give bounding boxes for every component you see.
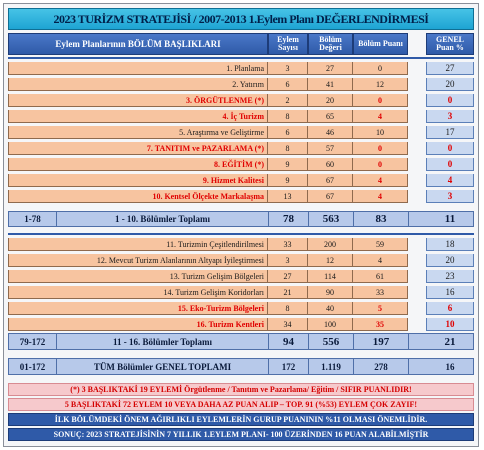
row-section-value: 114 <box>308 270 353 283</box>
row-section-name: 14. Turizm Gelişim Koridorları <box>8 286 268 299</box>
subtotal-1-score: 83 <box>354 212 409 226</box>
row-action-count: 8 <box>268 302 308 315</box>
row-general-percent: 17 <box>426 126 474 139</box>
row-general-percent: 20 <box>426 78 474 91</box>
row-section-value: 41 <box>308 78 353 91</box>
row-section-value: 60 <box>308 158 353 171</box>
row-section-value: 90 <box>308 286 353 299</box>
row-action-count: 2 <box>268 94 308 107</box>
row-action-count: 21 <box>268 286 308 299</box>
row-action-count: 8 <box>268 110 308 123</box>
row-section-name: 15. Eko-Turizm Bölgeleri <box>8 302 268 315</box>
table-row <box>8 302 474 315</box>
subtotal-2-count: 94 <box>269 334 309 349</box>
table-row <box>8 270 474 283</box>
table-row <box>8 126 474 139</box>
subtotal-2-label: 11 - 16. Bölümler Toplamı <box>57 334 269 349</box>
grand-total-bar <box>8 358 474 375</box>
grand-total-count: 172 <box>269 359 309 374</box>
group-2-separator <box>8 233 474 235</box>
row-section-name: 10. Kentsel Ölçekte Markalaşma <box>8 190 268 203</box>
row-section-score: 33 <box>353 286 408 299</box>
row-section-value: 67 <box>308 190 353 203</box>
row-general-percent: 4 <box>426 174 474 187</box>
row-general-percent: 6 <box>426 302 474 315</box>
row-section-score: 4 <box>353 190 408 203</box>
subtotal-2-value: 556 <box>309 334 354 349</box>
subtotal-2-general: 21 <box>444 335 456 348</box>
row-section-score: 0 <box>353 158 408 171</box>
row-section-score: 35 <box>353 318 408 331</box>
subtotal-2-bar <box>8 333 474 350</box>
row-section-name: 4. İç Turizm <box>8 110 268 123</box>
row-general-percent: 23 <box>426 270 474 283</box>
grand-total-value: 1.119 <box>309 359 354 374</box>
row-general-percent: 3 <box>426 110 474 123</box>
grand-total-general: 16 <box>445 361 455 372</box>
note-zero-score: (*) 3 BAŞLIKTAKİ 19 EYLEMİ Örgütlenme / Tanıtım ve Pazarlama/ Eğitim / SIFIR PUANLIDIR! <box>8 383 474 396</box>
note-conclusion: SONUÇ: 2023 STRATEJİSİNİN 7 YILLIK 1.EYLEM PLANI- 100 ÜZERİNDEN 16 PUAN ALABİLMİŞTİR <box>8 428 474 441</box>
row-section-name: 9. Hizmet Kalitesi <box>8 174 268 187</box>
row-section-name: 11. Turizmin Çeşitlendirilmesi <box>8 238 268 251</box>
row-section-score: 4 <box>353 254 408 267</box>
row-section-score: 4 <box>353 174 408 187</box>
subtotal-1-bar <box>8 211 474 227</box>
table-row <box>8 174 474 187</box>
row-section-name: 1. Planlama <box>8 62 268 75</box>
row-section-name: 13. Turizm Gelişim Bölgeleri <box>8 270 268 283</box>
row-general-percent: 20 <box>426 254 474 267</box>
row-action-count: 13 <box>268 190 308 203</box>
table-row <box>8 94 474 107</box>
header-section-value: Bölüm Değeri <box>308 33 353 55</box>
row-section-score: 0 <box>353 142 408 155</box>
row-section-value: 57 <box>308 142 353 155</box>
row-section-value: 65 <box>308 110 353 123</box>
row-section-name: 5. Araştırma ve Geliştirme <box>8 126 268 139</box>
row-general-percent: 18 <box>426 238 474 251</box>
subtotal-1-value: 563 <box>309 212 354 226</box>
subtotal-1-range: 1-78 <box>9 212 57 226</box>
row-section-score: 10 <box>353 126 408 139</box>
row-section-score: 61 <box>353 270 408 283</box>
table-row <box>8 238 474 251</box>
subtotal-2-score: 197 <box>354 334 409 349</box>
table-row <box>8 78 474 91</box>
table-row <box>8 190 474 203</box>
row-section-score: 4 <box>353 110 408 123</box>
row-section-value: 67 <box>308 174 353 187</box>
table-row <box>8 142 474 155</box>
row-action-count: 9 <box>268 158 308 171</box>
note-weak-actions: 5 BAŞLIKTAKİ 72 EYLEM 10 VEYA DAHA AZ PUAN ALIP – TOP. 91 (%53) EYLEM ÇOK ZAYIF! <box>8 398 474 411</box>
row-section-value: 46 <box>308 126 353 139</box>
row-action-count: 6 <box>268 126 308 139</box>
row-section-score: 0 <box>353 62 408 75</box>
row-section-name: 2. Yatırım <box>8 78 268 91</box>
row-section-value: 40 <box>308 302 353 315</box>
table-row <box>8 110 474 123</box>
grand-total-label: TÜM Bölümler GENEL TOPLAMI <box>57 359 269 374</box>
row-section-value: 12 <box>308 254 353 267</box>
subtotal-1-label: 1 - 10. Bölümler Toplamı <box>57 212 269 226</box>
subtotal-1-general: 11 <box>444 213 456 225</box>
header-general-percent: GENEL Puan % <box>426 33 474 55</box>
row-section-score: 59 <box>353 238 408 251</box>
row-general-percent: 0 <box>426 94 474 107</box>
header-section-score: Bölüm Puanı <box>353 33 408 55</box>
table-row <box>8 286 474 299</box>
row-action-count: 8 <box>268 142 308 155</box>
row-general-percent: 3 <box>426 190 474 203</box>
grand-total-score: 278 <box>354 359 409 374</box>
table-row <box>8 158 474 171</box>
row-section-name: 12. Mevcut Turizm Alanlarının Altyapı İyileştirmesi <box>8 254 268 267</box>
table-title: 2023 TURİZM STRATEJİSİ / 2007-2013 1.Eylem Planı DEĞERLENDİRMESİ <box>8 8 474 30</box>
row-section-score: 5 <box>353 302 408 315</box>
evaluation-table <box>3 3 479 447</box>
table-row <box>8 62 474 75</box>
row-section-name: 8. EĞİTİM (*) <box>8 158 268 171</box>
header-separator <box>8 57 474 59</box>
row-section-name: 7. TANITIM ve PAZARLAMA (*) <box>8 142 268 155</box>
row-general-percent: 0 <box>426 158 474 171</box>
row-action-count: 33 <box>268 238 308 251</box>
row-section-name: 3. ÖRGÜTLENME (*) <box>8 94 268 107</box>
grand-total-range: 01-172 <box>9 359 57 374</box>
row-action-count: 3 <box>268 62 308 75</box>
row-action-count: 3 <box>268 254 308 267</box>
row-action-count: 6 <box>268 78 308 91</box>
table-row <box>8 318 474 331</box>
table-row <box>8 254 474 267</box>
row-section-value: 27 <box>308 62 353 75</box>
subtotal-1-count: 78 <box>269 212 309 226</box>
row-section-name: 16. Turizm Kentleri <box>8 318 268 331</box>
row-general-percent: 10 <box>426 318 474 331</box>
row-action-count: 27 <box>268 270 308 283</box>
row-action-count: 9 <box>268 174 308 187</box>
row-section-score: 12 <box>353 78 408 91</box>
header-section-names: Eylem Planlarının BÖLÜM BAŞLIKLARI <box>8 33 268 55</box>
row-section-score: 0 <box>353 94 408 107</box>
row-general-percent: 27 <box>426 62 474 75</box>
subtotal-2-range: 79-172 <box>9 334 57 349</box>
row-section-value: 100 <box>308 318 353 331</box>
row-section-value: 20 <box>308 94 353 107</box>
row-section-value: 200 <box>308 238 353 251</box>
header-action-count: Eylem Sayısı <box>268 33 308 55</box>
row-general-percent: 16 <box>426 286 474 299</box>
note-group-score: İLK BÖLÜMDEKİ ÖNEM AĞIRLIKLI EYLEMLERİN GURUP PUANININ %11 OLMASI ÖNEMLİDİR. <box>8 413 474 426</box>
row-action-count: 34 <box>268 318 308 331</box>
row-general-percent: 0 <box>426 142 474 155</box>
